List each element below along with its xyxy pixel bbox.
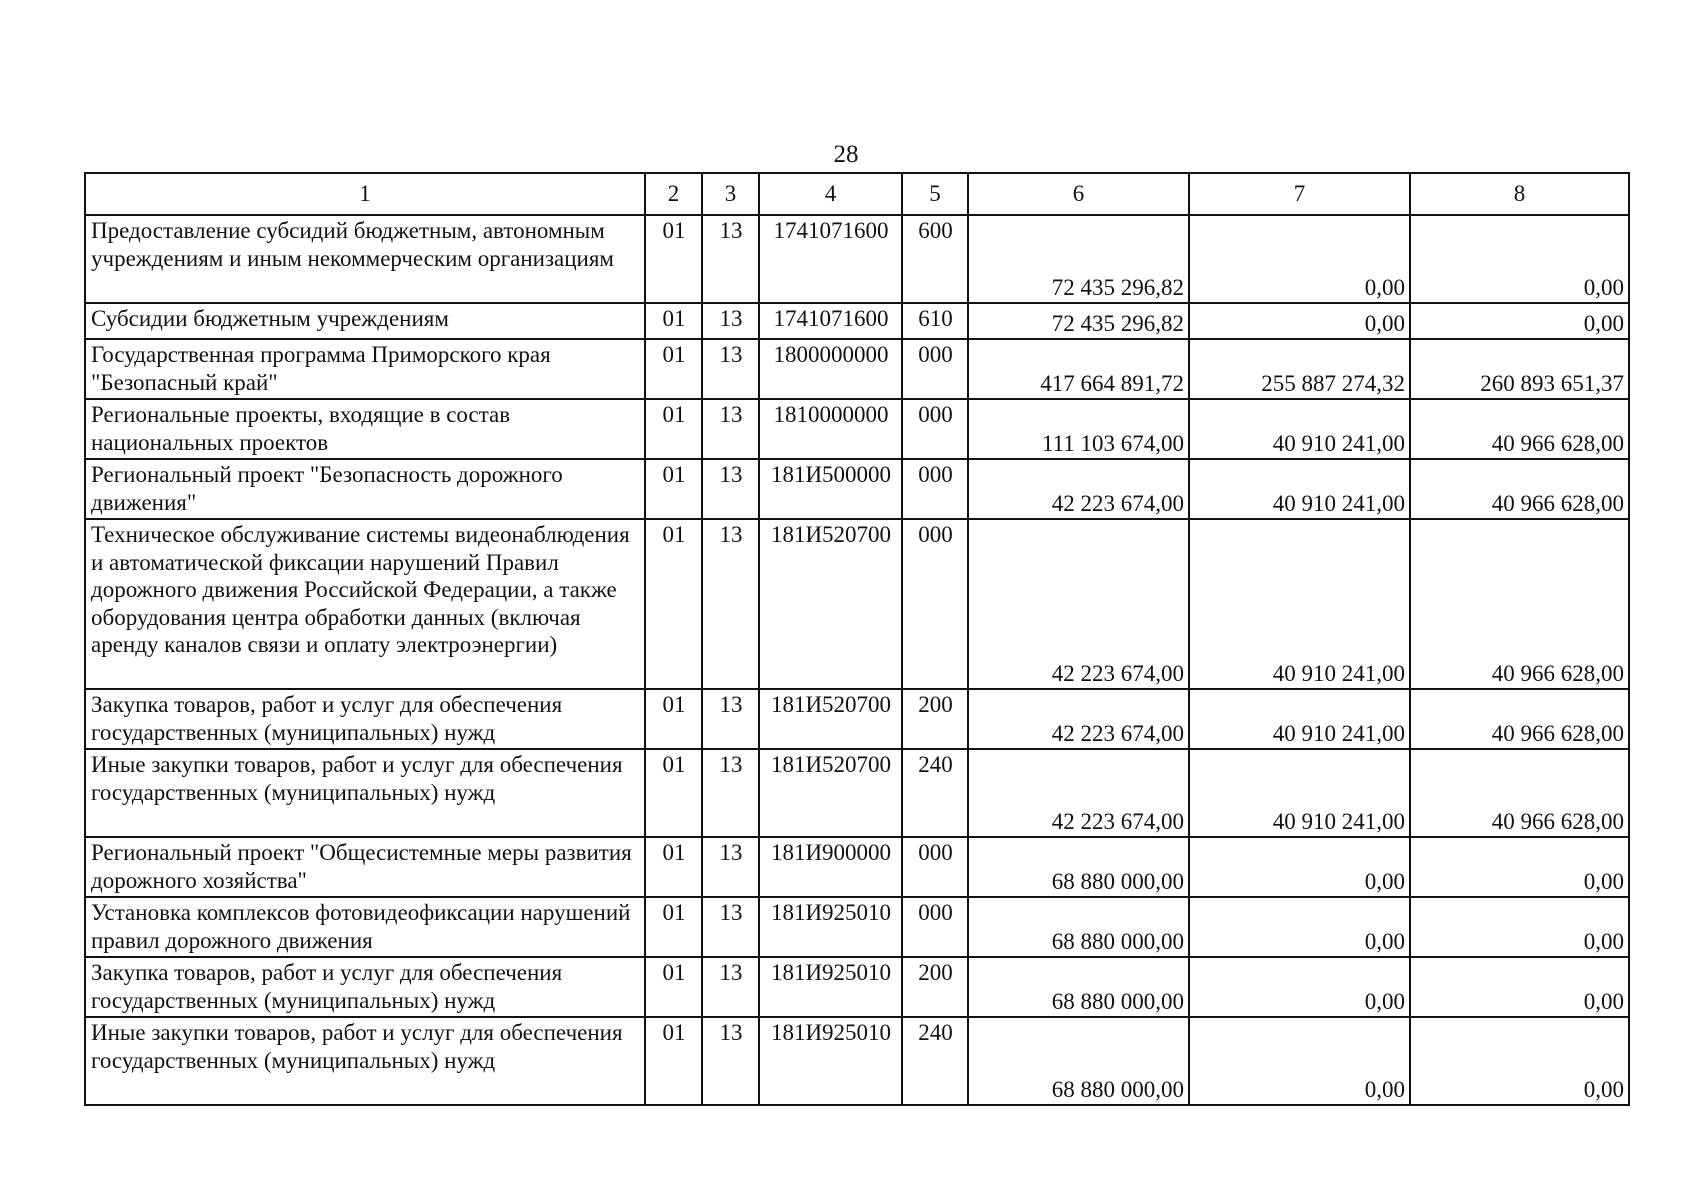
row-name: Субсидии бюджетным учреждениям xyxy=(85,303,645,339)
row-expense-type-code: 240 xyxy=(902,1017,968,1105)
row-amount-col7: 40 910 241,00 xyxy=(1189,689,1410,749)
row-subsection-code: 13 xyxy=(702,459,759,519)
table-row xyxy=(85,837,1629,897)
table-row xyxy=(85,303,1629,339)
table-row xyxy=(85,399,1629,459)
row-subsection-code: 13 xyxy=(702,215,759,303)
row-section-code: 01 xyxy=(645,897,702,957)
row-target-article-code: 181И520700 xyxy=(759,519,902,689)
row-amount-col6: 72 435 296,82 xyxy=(968,215,1189,303)
table-row xyxy=(85,957,1629,1017)
row-amount-col7: 40 910 241,00 xyxy=(1189,399,1410,459)
row-expense-type-code: 000 xyxy=(902,519,968,689)
row-expense-type-code: 200 xyxy=(902,689,968,749)
column-header: 5 xyxy=(902,173,968,215)
row-subsection-code: 13 xyxy=(702,749,759,837)
row-amount-col8: 260 893 651,37 xyxy=(1410,339,1629,399)
row-amount-col6: 417 664 891,72 xyxy=(968,339,1189,399)
row-subsection-code: 13 xyxy=(702,689,759,749)
row-target-article-code: 181И500000 xyxy=(759,459,902,519)
column-header: 6 xyxy=(968,173,1189,215)
row-name: Региональные проекты, входящие в состав национальных проектов xyxy=(85,399,645,459)
row-amount-col7: 0,00 xyxy=(1189,1017,1410,1105)
row-target-article-code: 181И520700 xyxy=(759,689,902,749)
page-number: 28 xyxy=(833,141,859,168)
row-expense-type-code: 610 xyxy=(902,303,968,339)
budget-table xyxy=(84,172,1630,1106)
row-name: Установка комплексов фотовидеофиксации нарушений правил дорожного движения xyxy=(85,897,645,957)
row-name: Предоставление субсидий бюджетным, автономным учреждениям и иным некоммерческим организациям xyxy=(85,215,645,303)
row-name: Государственная программа Приморского края "Безопасный край" xyxy=(85,339,645,399)
table-row xyxy=(85,459,1629,519)
row-subsection-code: 13 xyxy=(702,1017,759,1105)
row-amount-col6: 68 880 000,00 xyxy=(968,837,1189,897)
row-expense-type-code: 000 xyxy=(902,399,968,459)
row-section-code: 01 xyxy=(645,303,702,339)
row-name: Иные закупки товаров, работ и услуг для обеспечения государственных (муниципальных) нужд xyxy=(85,749,645,837)
row-amount-col6: 68 880 000,00 xyxy=(968,1017,1189,1105)
row-amount-col7: 0,00 xyxy=(1189,837,1410,897)
row-section-code: 01 xyxy=(645,957,702,1017)
row-section-code: 01 xyxy=(645,689,702,749)
table-row xyxy=(85,689,1629,749)
row-target-article-code: 181И925010 xyxy=(759,957,902,1017)
row-amount-col7: 40 910 241,00 xyxy=(1189,519,1410,689)
row-subsection-code: 13 xyxy=(702,303,759,339)
row-subsection-code: 13 xyxy=(702,339,759,399)
row-amount-col7: 40 910 241,00 xyxy=(1189,749,1410,837)
row-section-code: 01 xyxy=(645,1017,702,1105)
row-expense-type-code: 600 xyxy=(902,215,968,303)
row-section-code: 01 xyxy=(645,519,702,689)
row-subsection-code: 13 xyxy=(702,897,759,957)
row-amount-col7: 255 887 274,32 xyxy=(1189,339,1410,399)
row-subsection-code: 13 xyxy=(702,957,759,1017)
row-subsection-code: 13 xyxy=(702,519,759,689)
row-name: Техническое обслуживание системы видеонаблюдения и автоматической фиксации нарушений Правил дорожного движения Российской Федерации, а также оборудования центра обработки данных (включая аренду каналов связи и оплату электроэнергии) xyxy=(85,519,645,689)
row-name: Иные закупки товаров, работ и услуг для обеспечения государственных (муниципальных) нужд xyxy=(85,1017,645,1105)
column-header: 2 xyxy=(645,173,702,215)
row-amount-col6: 42 223 674,00 xyxy=(968,519,1189,689)
row-name: Региональный проект "Безопасность дорожного движения" xyxy=(85,459,645,519)
table-row xyxy=(85,1017,1629,1105)
column-header: 3 xyxy=(702,173,759,215)
row-amount-col6: 68 880 000,00 xyxy=(968,897,1189,957)
row-subsection-code: 13 xyxy=(702,837,759,897)
header-row xyxy=(85,173,1629,215)
row-target-article-code: 1741071600 xyxy=(759,303,902,339)
row-name: Закупка товаров, работ и услуг для обеспечения государственных (муниципальных) нужд xyxy=(85,957,645,1017)
row-amount-col8: 40 966 628,00 xyxy=(1410,749,1629,837)
column-header: 8 xyxy=(1410,173,1629,215)
row-name: Закупка товаров, работ и услуг для обеспечения государственных (муниципальных) нужд xyxy=(85,689,645,749)
row-amount-col8: 0,00 xyxy=(1410,897,1629,957)
row-target-article-code: 1810000000 xyxy=(759,399,902,459)
table-row xyxy=(85,339,1629,399)
row-amount-col7: 0,00 xyxy=(1189,215,1410,303)
row-target-article-code: 1741071600 xyxy=(759,215,902,303)
row-section-code: 01 xyxy=(645,749,702,837)
row-expense-type-code: 000 xyxy=(902,339,968,399)
row-amount-col8: 40 966 628,00 xyxy=(1410,519,1629,689)
table-row xyxy=(85,897,1629,957)
row-target-article-code: 181И925010 xyxy=(759,897,902,957)
row-expense-type-code: 240 xyxy=(902,749,968,837)
row-expense-type-code: 000 xyxy=(902,459,968,519)
row-amount-col7: 0,00 xyxy=(1189,897,1410,957)
table-row xyxy=(85,215,1629,303)
table-row xyxy=(85,519,1629,689)
row-expense-type-code: 000 xyxy=(902,897,968,957)
row-amount-col8: 0,00 xyxy=(1410,1017,1629,1105)
row-amount-col7: 0,00 xyxy=(1189,303,1410,339)
row-amount-col8: 0,00 xyxy=(1410,837,1629,897)
row-amount-col8: 40 966 628,00 xyxy=(1410,689,1629,749)
row-amount-col7: 40 910 241,00 xyxy=(1189,459,1410,519)
row-expense-type-code: 000 xyxy=(902,837,968,897)
row-target-article-code: 181И900000 xyxy=(759,837,902,897)
row-expense-type-code: 200 xyxy=(902,957,968,1017)
row-section-code: 01 xyxy=(645,215,702,303)
row-amount-col8: 0,00 xyxy=(1410,957,1629,1017)
row-amount-col6: 42 223 674,00 xyxy=(968,689,1189,749)
row-section-code: 01 xyxy=(645,399,702,459)
row-target-article-code: 181И520700 xyxy=(759,749,902,837)
row-amount-col6: 72 435 296,82 xyxy=(968,303,1189,339)
row-amount-col6: 42 223 674,00 xyxy=(968,749,1189,837)
row-section-code: 01 xyxy=(645,837,702,897)
row-amount-col8: 40 966 628,00 xyxy=(1410,459,1629,519)
row-name: Региональный проект "Общесистемные меры развития дорожного хозяйства" xyxy=(85,837,645,897)
row-amount-col8: 0,00 xyxy=(1410,303,1629,339)
row-amount-col6: 42 223 674,00 xyxy=(968,459,1189,519)
row-section-code: 01 xyxy=(645,339,702,399)
row-amount-col6: 111 103 674,00 xyxy=(968,399,1189,459)
row-section-code: 01 xyxy=(645,459,702,519)
row-subsection-code: 13 xyxy=(702,399,759,459)
column-header: 1 xyxy=(85,173,645,215)
row-amount-col6: 68 880 000,00 xyxy=(968,957,1189,1017)
column-header: 7 xyxy=(1189,173,1410,215)
row-target-article-code: 1800000000 xyxy=(759,339,902,399)
row-amount-col8: 0,00 xyxy=(1410,215,1629,303)
column-header: 4 xyxy=(759,173,902,215)
row-amount-col7: 0,00 xyxy=(1189,957,1410,1017)
row-amount-col8: 40 966 628,00 xyxy=(1410,399,1629,459)
table-row xyxy=(85,749,1629,837)
row-target-article-code: 181И925010 xyxy=(759,1017,902,1105)
